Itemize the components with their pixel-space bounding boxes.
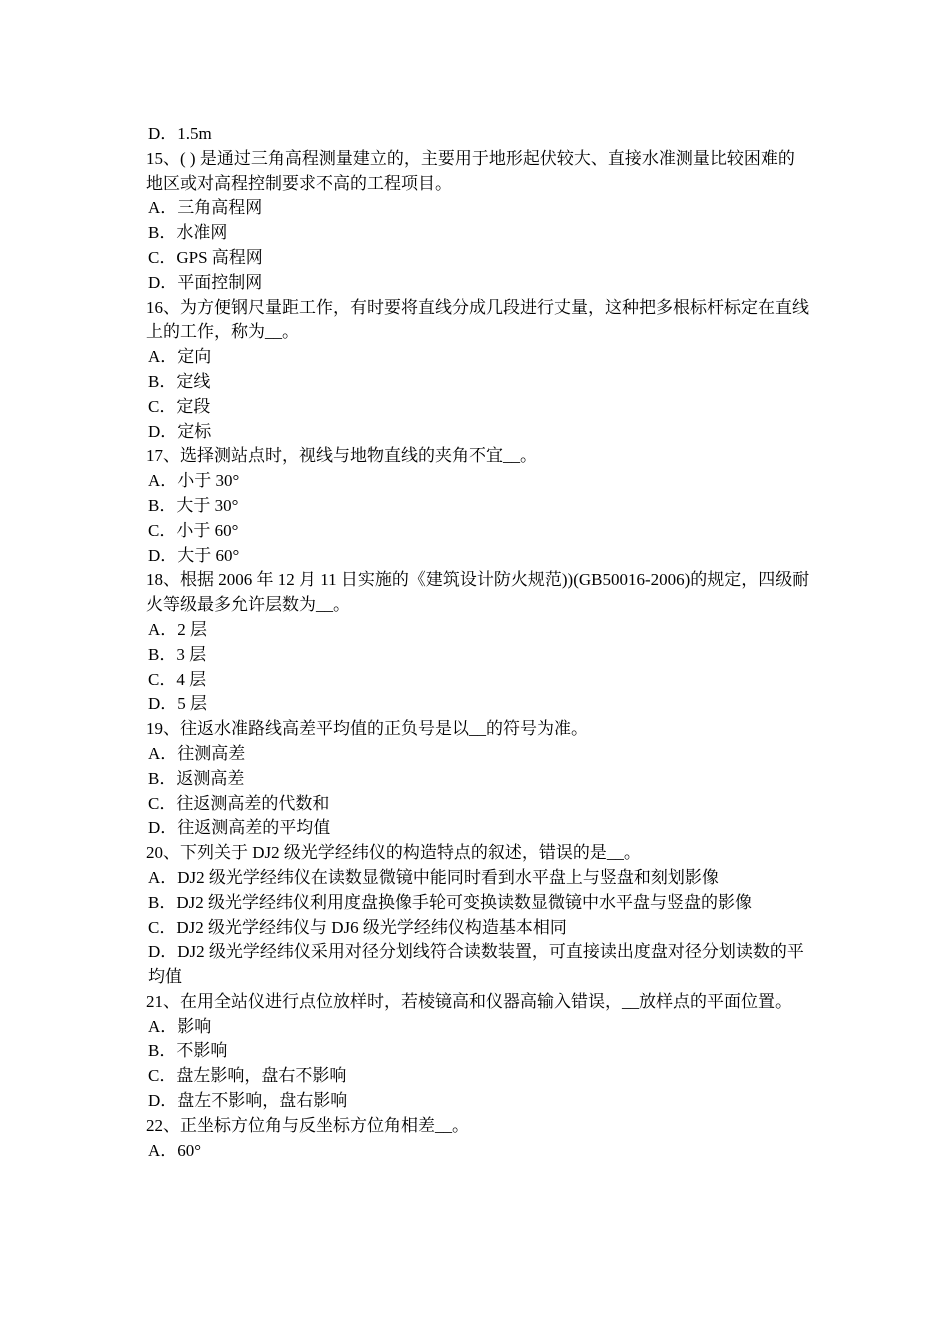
option-line: A．60°: [148, 1140, 202, 1160]
option-line: D．大于 60°: [148, 545, 240, 565]
document-page: [146, 122, 810, 1163]
option-line: C．往返测高差的代数和: [148, 793, 330, 813]
option-line: A．往测高差: [148, 743, 246, 763]
option-line: A．小于 30°: [148, 471, 240, 491]
option-line: A．DJ2 级光学经纬仪在读数显微镜中能同时看到水平盘上与竖盘和刻划影像: [148, 867, 719, 887]
option-line: A．三角高程网: [148, 198, 263, 218]
question-line: 15、( ) 是通过三角高程测量建立的，主要用于地形起伏较大、直接水准测量比较困难的地区或对高程控制要求不高的工程项目。: [146, 148, 795, 193]
option-line: B．大于 30°: [148, 495, 239, 515]
option-line: C．GPS 高程网: [148, 247, 263, 267]
option-line: C．定段: [148, 396, 211, 416]
option-line: A．影响: [148, 1016, 212, 1036]
option-line: B．DJ2 级光学经纬仪利用度盘换像手轮可变换读数显微镜中水平盘与竖盘的影像: [148, 892, 752, 912]
option-line: C．4 层: [148, 669, 207, 689]
option-line: B．定线: [148, 371, 211, 391]
option-line: A．2 层: [148, 619, 208, 639]
option-line: B．不影响: [148, 1041, 228, 1061]
option-line: D．盘左不影响，盘右影响: [148, 1091, 348, 1111]
option-line: C．盘左影响，盘右不影响: [148, 1066, 347, 1086]
option-line: B．水准网: [148, 223, 228, 243]
option-line: B．3 层: [148, 644, 207, 664]
option-line: A．定向: [148, 347, 212, 367]
question-line: 16、为方便钢尺量距工作，有时要将直线分成几段进行丈量，这种把多根标杆标定在直线上的工作，称为__。: [146, 297, 809, 342]
question-line: 20、下列关于 DJ2 级光学经纬仪的构造特点的叙述，错误的是__。: [146, 843, 641, 863]
option-line: B．返测高差: [148, 768, 245, 788]
option-line: D．1.5m: [148, 124, 212, 143]
option-line: D．DJ2 级光学经纬仪采用对径分划线符合读数装置，可直接读出度盘对径分划读数的平均值: [148, 942, 804, 987]
option-line: D．5 层: [148, 694, 208, 714]
question-line: 17、选择测站点时，视线与地物直线的夹角不宜__。: [146, 446, 537, 466]
question-line: 19、往返水准路线高差平均值的正负号是以__的符号为准。: [146, 719, 588, 739]
option-line: D．定标: [148, 421, 212, 441]
option-line: C．DJ2 级光学经纬仪与 DJ6 级光学经纬仪构造基本相同: [148, 917, 567, 937]
option-line: D．平面控制网: [148, 272, 263, 292]
question-line: 22、正坐标方位角与反坐标方位角相差__。: [146, 1115, 469, 1135]
question-line: 21、在用全站仪进行点位放样时，若棱镜高和仪器高输入错误，__放样点的平面位置。: [146, 991, 792, 1011]
option-line: D．往返测高差的平均值: [148, 818, 331, 838]
option-line: C．小于 60°: [148, 520, 239, 540]
question-line: 18、根据 2006 年 12 月 11 日实施的《建筑设计防火规范))(GB50016-2006)的规定，四级耐火等级最多允许层数为__。: [146, 570, 810, 615]
